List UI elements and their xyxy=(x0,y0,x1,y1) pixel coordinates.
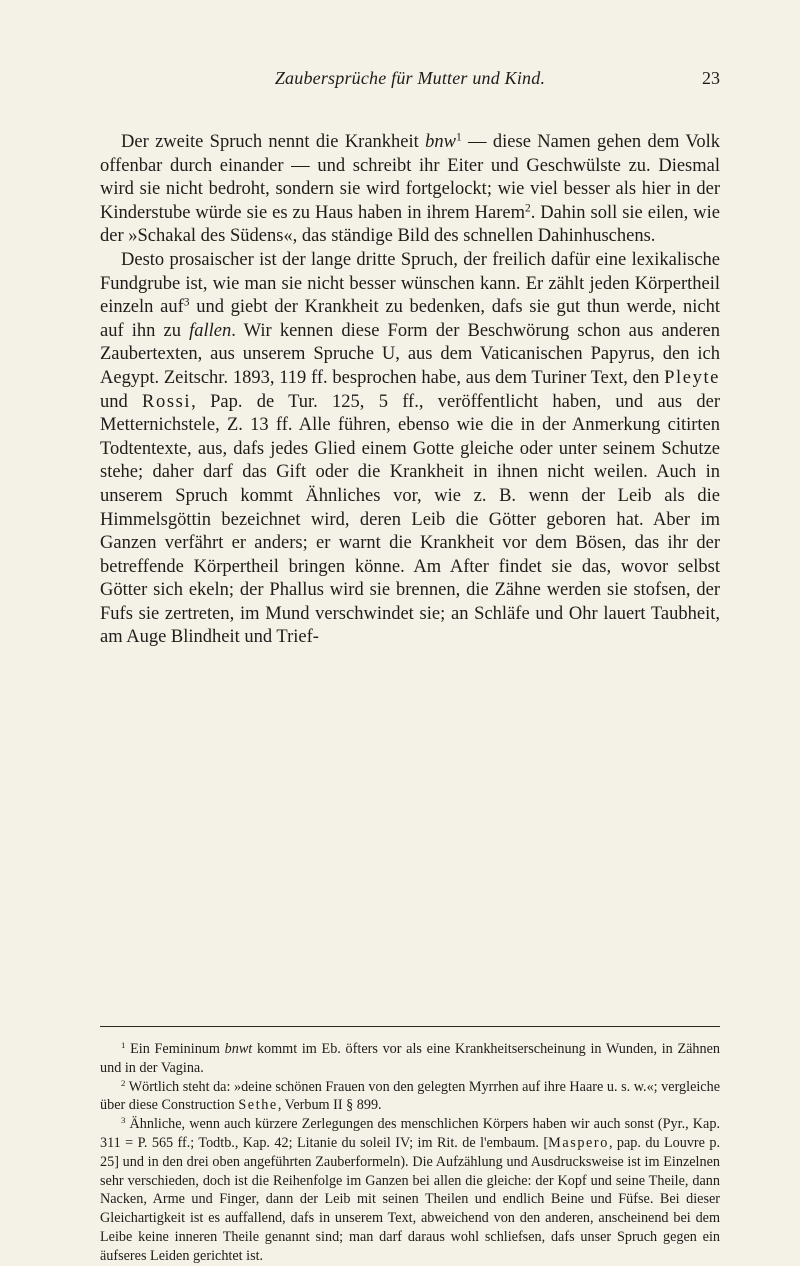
author-name-sethe: Sethe xyxy=(238,1097,278,1114)
running-header xyxy=(100,66,720,90)
paragraph-2-text-c: . Wir kennen diese Form der Beschwörung schon aus anderen Zaubertexten, aus unserem Spruche U, aus dem Vaticanischen Papyrus, den ich Aegypt. Zeitschr. 1893, 119 ff. besprochen habe, aus dem Turiner Text, den xyxy=(100,320,720,388)
footnote-ref-2: 2 xyxy=(524,202,531,215)
footnote-1 xyxy=(100,1040,720,1078)
footnote-3-text-a: Ähnliche, wenn auch kürzere Zerlegungen des menschlichen Körpers haben wir auch sonst (Pyr., Kap. 311 = P. 565 ff.; Todtb., Kap. 42; Litanie du soleil IV; im Rit. de l'embaum. [ xyxy=(100,1116,720,1151)
footnote-2-text-b: , Verbum II § 899. xyxy=(277,1097,382,1114)
footnote-2-number: 2 xyxy=(121,1077,126,1088)
paragraph-1-text-b: — diese Namen gehen dem Volk offenbar durch einander — und schreibt ihr Eiter und Geschwülste zu. Diesmal wird sie nicht bedroht, sondern sie wird fortgelockt; wie viel besser als hier in der Kinderstube würde sie es zu Haus haben in ihrem Harem xyxy=(100,132,720,223)
paragraph-2-text-a: Desto prosaischer ist der lange dritte Spruch, der freilich dafür eine lexikalische Fundgrube ist, wie man sie nicht besser wünschen kann. Er zählt jeden Körpertheil einzeln auf xyxy=(100,249,720,318)
footnote-1-text-b: kommt im Eb. öfters vor als eine Krankheitserscheinung in Wunden, in Zähnen und in der Vagina. xyxy=(100,1041,720,1076)
author-name-pleyte: Pleyte xyxy=(664,367,720,388)
running-title: Zaubersprüche für Mutter und Kind. xyxy=(274,68,546,88)
footnote-2-text-a: Wörtlich steht da: »deine schönen Frauen von den gelegten Myrrhen auf ihre Haare u. s. w.«; vergleiche über diese Construction xyxy=(100,1078,720,1114)
paragraph-2-text-d: und xyxy=(100,391,143,412)
term-bnw: bnw xyxy=(425,132,456,152)
footnote-1-number: 1 xyxy=(121,1040,126,1051)
term-fallen: fallen xyxy=(189,320,232,341)
paragraph-2-text-e: , Pap. de Tur. 125, 5 ff., veröffentlicht haben, und aus der Metternichstele, Z. 13 ff. Alle führen, ebenso wie die in der Anmerkung citirten Todtentexte, aus, dafs jedes Glied einem Gotte gleiche oder unter seinem Schutze stehe; daher darf das Gift oder die Krankheit in ihnen nicht weilen. Auch in unserem Spruch kommt Ähnliches vor, wie z. B. wenn der Leib als die Himmelsgöttin bezeichnet wird, deren Leib die Götter geboren hat. Aber im Ganzen verfährt er anders; er warnt die Krankheit vor dem Bösen, das ihr der betreffende Körpertheil bringen könne. Am After findet sie das, wovor selbst Götter sich ekeln; der Phallus wird sie brennen, die Zähne werden sie stofsen, der Fufs sie zertreten, im Mund verschwindet sie; an Schläfe und Ohr lauert Taubheit, am Auge Blindheit und Trief- xyxy=(100,391,721,648)
footnote-3-text-b: , pap. du Louvre p. 25] und in den drei oben angeführten Zauberformeln). Die Aufzählung und Ausdrucksweise ist im Einzelnen sehr verschieden, doch ist die Reihenfolge im Ganzen bei allen die gleiche: der Kopf und seine Theile, dann Nacken, Arme und Finger, dann der Leib mit seinen Theilen und endlich Beine und Füfse. Bei dieser Gleichartigkeit ist es auffallend, dafs in unserem Text, abweichend von den anderen, anscheinend bei dem Leibe keine inneren Theile genannt sind; man darf daraus wohl schliefsen, dafs unser Spruch gegen ein äufseres Leiden gerichtet ist. xyxy=(100,1134,720,1264)
author-name-rossi: Rossi xyxy=(142,391,192,412)
paragraph-1 xyxy=(100,131,720,249)
footnote-divider xyxy=(100,1026,720,1027)
term-bnwt: bnwt xyxy=(224,1041,253,1057)
footnote-1-text-a: Ein Femininum xyxy=(125,1041,225,1057)
body-text xyxy=(100,131,720,650)
footnote-ref-3: 3 xyxy=(183,296,190,309)
footnote-3-number: 3 xyxy=(121,1115,126,1126)
footnote-3 xyxy=(100,1115,720,1265)
paragraph-2-text-b: und giebt der Krankheit zu bedenken, dafs sie gut thun werde, nicht auf ihn zu xyxy=(100,297,720,341)
footnote-2 xyxy=(100,1078,720,1116)
paragraph-1-text-a: Der zweite Spruch nennt die Krankheit xyxy=(121,132,426,152)
page-number: 23 xyxy=(702,68,720,88)
author-name-maspero: Maspero xyxy=(548,1134,609,1151)
footnote-ref-1: 1 xyxy=(455,131,462,144)
footnotes xyxy=(100,1040,720,1266)
paragraph-2 xyxy=(100,249,720,650)
paragraph-1-text-c: . Dahin soll sie eilen, wie der »Schakal des Südens«, das ständige Bild des schnellen Dahinhuschens. xyxy=(100,202,721,247)
